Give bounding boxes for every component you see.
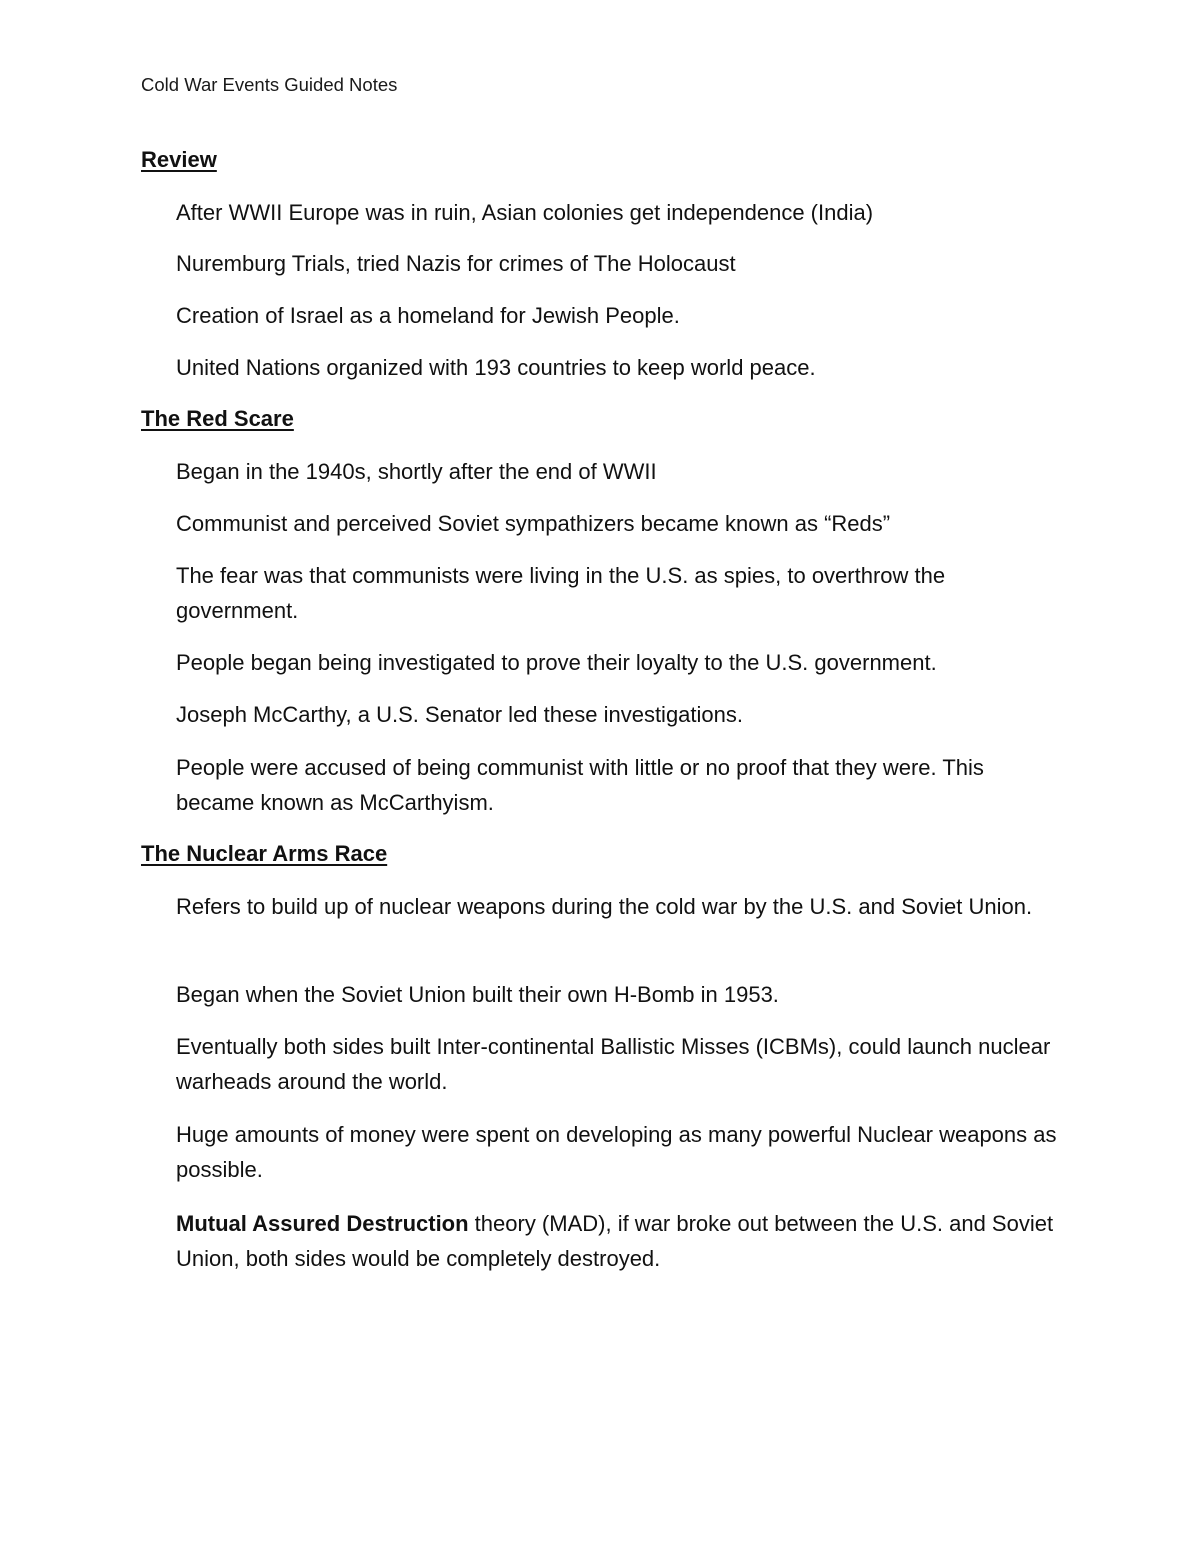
mad-description: theory (MAD), if war broke out between the U.S. and Soviet Union, both sides would be completely destroyed. (176, 1211, 1054, 1271)
section-heading-red-scare: The Red Scare (141, 406, 294, 431)
list-item-mad (176, 1206, 1066, 1276)
page-header: Cold War Events Guided Notes (141, 74, 398, 95)
list-item: Began when the Soviet Union built their own H-Bomb in 1953. (176, 982, 779, 1007)
list-item: Creation of Israel as a homeland for Jewish People. (176, 303, 680, 328)
section-heading-nuclear-arms-race: The Nuclear Arms Race (141, 841, 388, 866)
list-item: Refers to build up of nuclear weapons during the cold war by the U.S. and Soviet Union. (176, 894, 1033, 919)
list-item: People began being investigated to prove their loyalty to the U.S. government. (176, 650, 937, 675)
list-item: People were accused of being communist with little or no proof that they were. This became known as McCarthyism. (176, 755, 984, 815)
section-heading-review: Review (141, 147, 217, 172)
list-item: Eventually both sides built Inter-continental Ballistic Misses (ICBMs), could launch nuclear warheads around the world. (176, 1034, 1051, 1094)
list-item: After WWII Europe was in ruin, Asian colonies get independence (India) (176, 200, 874, 225)
list-item: Nuremburg Trials, tried Nazis for crimes of The Holocaust (176, 251, 736, 276)
list-item: Joseph McCarthy, a U.S. Senator led these investigations. (176, 702, 743, 727)
list-item: Communist and perceived Soviet sympathizers became known as “Reds” (176, 511, 891, 536)
list-item: The fear was that communists were living in the U.S. as spies, to overthrow the government. (176, 563, 946, 623)
list-item: United Nations organized with 193 countries to keep world peace. (176, 355, 816, 380)
list-item: Huge amounts of money were spent on developing as many powerful Nuclear weapons as possible. (176, 1122, 1057, 1182)
list-item: Began in the 1940s, shortly after the end of WWII (176, 459, 657, 484)
mad-term: Mutual Assured Destruction (176, 1211, 469, 1236)
